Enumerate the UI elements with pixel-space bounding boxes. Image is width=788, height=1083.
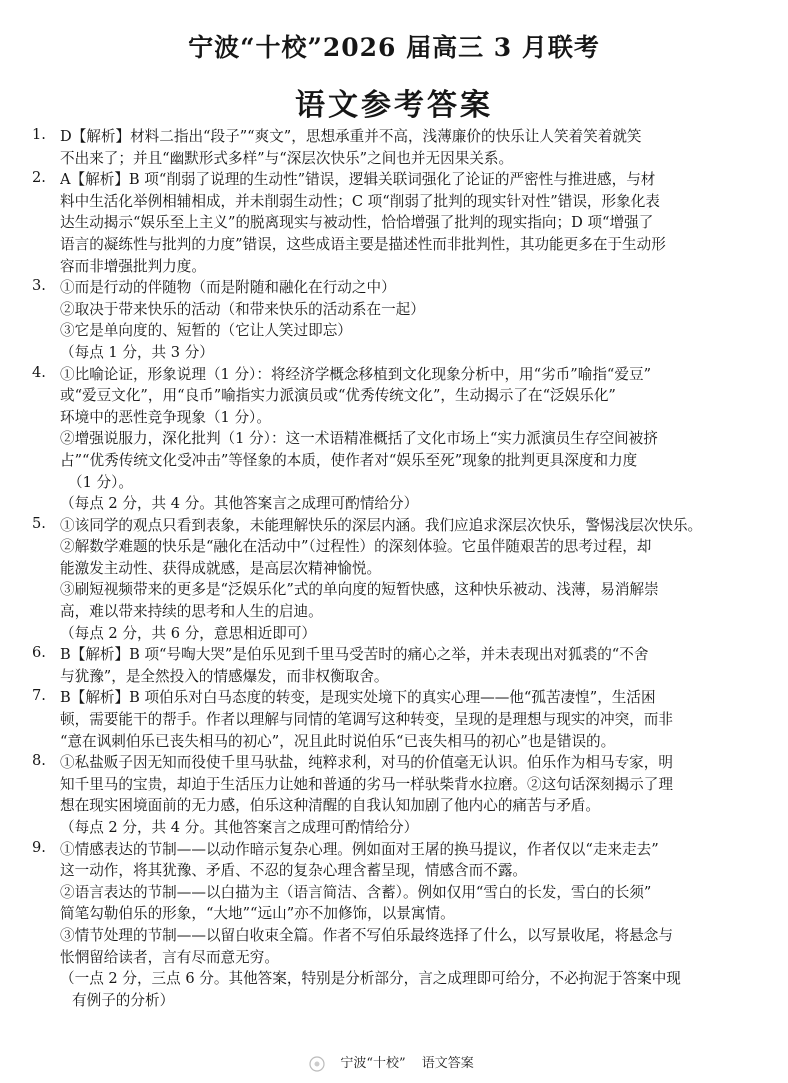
answer-line: 与犹豫”，是全然投入的情感爆发，而非权衡取舍。 <box>60 667 389 685</box>
answer-item <box>0 644 788 687</box>
answer-item <box>0 169 788 277</box>
answer-line: ①而是行动的伴随物（而是附随和融化在行动之中） <box>60 279 396 297</box>
answer-line: “意在讽刺伯乐已丧失相马的初心”，况且此时说伯乐“已丧失相马的初心”也是错误的。 <box>60 732 616 750</box>
answer-item <box>0 515 788 645</box>
answer-number: 1. <box>32 126 46 143</box>
answer-number: 9. <box>32 838 46 856</box>
footer-subject: 语文答案 <box>421 1056 474 1071</box>
answer-line: 料中生活化举例相辅相成，并未削弱生动性；C 项“削弱了批判的现实针对性”错误，形象化表 <box>60 192 660 210</box>
footer-school: 宁波“十校” <box>340 1056 406 1071</box>
answer-line: （每点 2 分，共 4 分。其他答案言之成理可酌情给分） <box>60 819 419 836</box>
answer-list <box>0 126 788 1011</box>
answer-number: 4. <box>32 363 46 381</box>
answer-line: 高，难以带来持续的思考和人生的启迪。 <box>60 603 323 621</box>
answer-line: （一点 2 分，三点 6 分。其他答案，特别是分析部分，言之成理即可给分，不必拘泥于答案中现 <box>60 970 681 988</box>
answer-number: 3. <box>32 277 46 295</box>
answer-item <box>0 687 788 752</box>
answer-line: A【解析】B 项“削弱了说理的生动性”错误，逻辑关联词强化了论证的严密性与推进感，与材 <box>60 171 656 189</box>
answer-line: D【解析】材料二指出“段子”“爽文”，思想承重并不高，浅薄廉价的快乐让人笑着笑着就笑 <box>60 128 642 145</box>
answer-item <box>0 752 788 838</box>
answer-item <box>0 126 788 169</box>
answer-number: 6. <box>32 644 46 662</box>
answer-line: 想在现实困境面前的无力感，伯乐这种清醒的自我认知加剧了他内心的痛苦与矛盾。 <box>60 797 600 815</box>
answer-number: 8. <box>32 752 46 770</box>
answer-line: 语言的凝练性与批判的力度”错误，这些成语主要是描述性而非批判性，其功能更多在于生动形 <box>60 235 666 253</box>
answer-line: 怅惘留给读者，言有尽而意无穷。 <box>60 948 279 966</box>
answer-line: ②语言表达的节制——以白描为主（语言简洁、含蓄）。例如仅用“雪白的长发，雪白的长须” <box>60 883 652 901</box>
answer-line: ②取决于带来快乐的活动（和带来快乐的活动系在一起） <box>60 300 425 318</box>
answer-line: ②解数学难题的快乐是“融化在活动中”（过程性）的深刻体验。它虽伴随艰苦的思考过程，却 <box>60 538 652 556</box>
answer-line: 简笔勾勒伯乐的形象，“大地”“远山”亦不加修饰，以景寓情。 <box>60 905 455 923</box>
answer-number: 7. <box>32 687 46 705</box>
answer-line: ③刷短视频带来的更多是“泛娱乐化”式的单向度的短暂快感，这种快乐被动、浅薄，易消解崇 <box>60 581 659 599</box>
page-subtitle: 语文参考答案 <box>295 88 493 123</box>
answer-line: 顿，需要能干的帮手。作者以理解与同情的笔调写这种转变，呈现的是理想与现实的冲突，而非 <box>60 711 673 729</box>
answer-line: 不出来了；并且“幽默形式多样”与“深层次快乐”之间也并无因果关系。 <box>60 149 514 167</box>
answer-line: ②增强说服力，深化批判（1 分）：这一术语精准概括了文化市场上“实力派演员生存空间被挤 <box>60 430 658 448</box>
answer-line: ①情感表达的节制——以动作暗示复杂心理。例如面对王屠的换马提议，作者仅以“走来走去” <box>60 840 659 858</box>
answer-line: ③它是单向度的、短暂的（它让人笑过即忘） <box>60 322 352 340</box>
answer-line: （每点 2 分，共 4 分。其他答案言之成理可酌情给分） <box>60 495 419 513</box>
answer-line: ①该同学的观点只看到表象，未能理解快乐的深层内涵。我们应追求深层次快乐，警惕浅层次快乐。 <box>60 516 703 534</box>
page-footer <box>0 1052 788 1073</box>
answer-line: 环境中的恶性竞争现象（1 分）。 <box>60 408 271 426</box>
answer-line: 容而非增强批判力度。 <box>60 257 206 275</box>
answer-line: ①私盐贩子因无知而役使千里马驮盐，纯粹求利，对马的价值毫无认识。伯乐作为相马专家，明 <box>60 754 673 772</box>
answer-line: 有例子的分析） <box>72 991 175 1009</box>
answer-line: B【解析】B 项“号啕大哭”是伯乐见到千里马受苦时的痛心之举，并未表现出对狐裘的“不舍 <box>60 646 649 664</box>
answer-line: （每点 2 分，共 6 分，意思相近即可） <box>60 624 317 642</box>
answer-line: 这一动作，将其犹豫、矛盾、不忍的复杂心理含蓄呈现，情感含而不露。 <box>60 862 528 880</box>
answer-item <box>0 364 788 515</box>
answer-line: （1 分）。 <box>68 473 133 491</box>
answer-number: 5. <box>32 514 46 532</box>
answer-line: 达生动揭示“娱乐至上主义”的脱离现实与被动性，恰恰增强了批判的现实指向；D 项“增强了 <box>60 214 654 232</box>
answer-line: ③情节处理的节制——以留白收束全篇。作者不写伯乐最终选择了什么，以写景收尾，将悬念与 <box>60 926 673 944</box>
answer-line: （每点 1 分，共 3 分） <box>60 343 214 361</box>
answer-line: 占”“优秀传统文化受冲击”等怪象的本质，使作者对“娱乐至死”现象的批判更具深度和力度 <box>60 451 638 469</box>
answer-item <box>0 839 788 1012</box>
answer-line: 或“爱豆文化”，用“良币”喻指实力派演员或“优秀传统文化”，生动揭示了在“泛娱乐化” <box>60 387 616 405</box>
page-title: 宁波“十校”2026 届高三 3 月联考 <box>188 33 600 62</box>
answer-line: ①比喻论证，形象说理（1 分）：将经济学概念移植到文化现象分析中，用“劣币”喻指“爱豆” <box>60 365 652 383</box>
answer-line: 能激发主动性、获得成就感，是高层次精神愉悦。 <box>60 559 382 577</box>
answer-item <box>0 277 788 363</box>
watermark-icon <box>308 1055 326 1073</box>
answer-line: 知千里马的宝贵，却迫于生活压力让她和普通的劣马一样驮柴背水拉磨。②这句话深刻揭示了理 <box>60 775 673 793</box>
answer-line: B【解析】B 项伯乐对白马态度的转变，是现实处境下的真实心理——他“孤苦凄惶”，生活困 <box>60 689 656 707</box>
answer-number: 2. <box>32 169 46 187</box>
